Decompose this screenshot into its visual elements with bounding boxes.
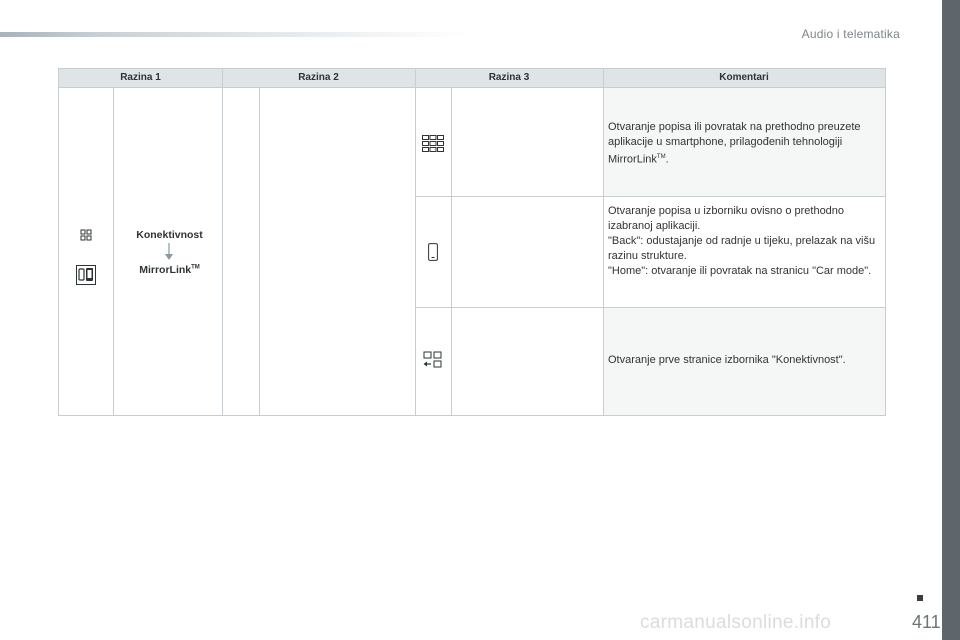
grid-line	[222, 69, 223, 87]
column-header-comments: Komentari	[719, 72, 769, 83]
level-2-label: Konektivnost	[136, 229, 203, 241]
row-separator	[415, 307, 885, 308]
grid-line	[415, 87, 416, 415]
comment-line: Otvaranje popisa u izborniku ovisno o prethodno izabranoj aplikaciji.	[608, 205, 845, 232]
column-header-level-2: Razina 2	[298, 72, 339, 83]
page-edge-strip	[942, 0, 960, 640]
watermark: carmanualsonline.info	[640, 612, 832, 633]
grid-line	[222, 87, 223, 415]
page-marker	[917, 595, 923, 601]
comment-row-3: Otvaranje prve stranice izbornika "Konektivnost".	[608, 354, 846, 366]
smartphone-icon	[428, 243, 438, 261]
grid-line	[603, 69, 604, 415]
row-separator	[415, 196, 885, 197]
return-to-menu-icon	[423, 351, 443, 369]
table-header	[59, 69, 885, 88]
grid-line	[113, 87, 114, 415]
app-grid-icon	[422, 135, 444, 153]
column-header-level-1: Razina 1	[120, 72, 161, 83]
page-number: 411	[912, 612, 941, 632]
comment-line: "Home": otvaranje ili povratak na stranicu "Car mode".	[608, 265, 872, 277]
level-2-sub-label: MirrorLink™	[139, 264, 200, 276]
comment-line: "Back": odustajanje od radnje u tijeku, prelazak na višu razinu strukture.	[608, 235, 876, 262]
grid-line	[415, 69, 416, 87]
column-header-level-3: Razina 3	[488, 72, 530, 83]
app-grid-small-icon	[80, 229, 92, 241]
section-title: Audio i telematika	[801, 27, 900, 41]
mirrorlink-icon	[76, 265, 96, 285]
header-gradient-bar	[0, 32, 470, 37]
grid-line	[259, 87, 260, 415]
connector-arrow-icon	[163, 243, 175, 261]
grid-line	[451, 87, 452, 415]
comment-row-1: Otvaranje popisa ili povratak na prethodno preuzete aplikacije u smartphone, prilagođenih tehnologiji MirrorLink™.	[608, 121, 861, 166]
comment-row-2	[608, 204, 880, 279]
menu-table	[58, 68, 886, 416]
